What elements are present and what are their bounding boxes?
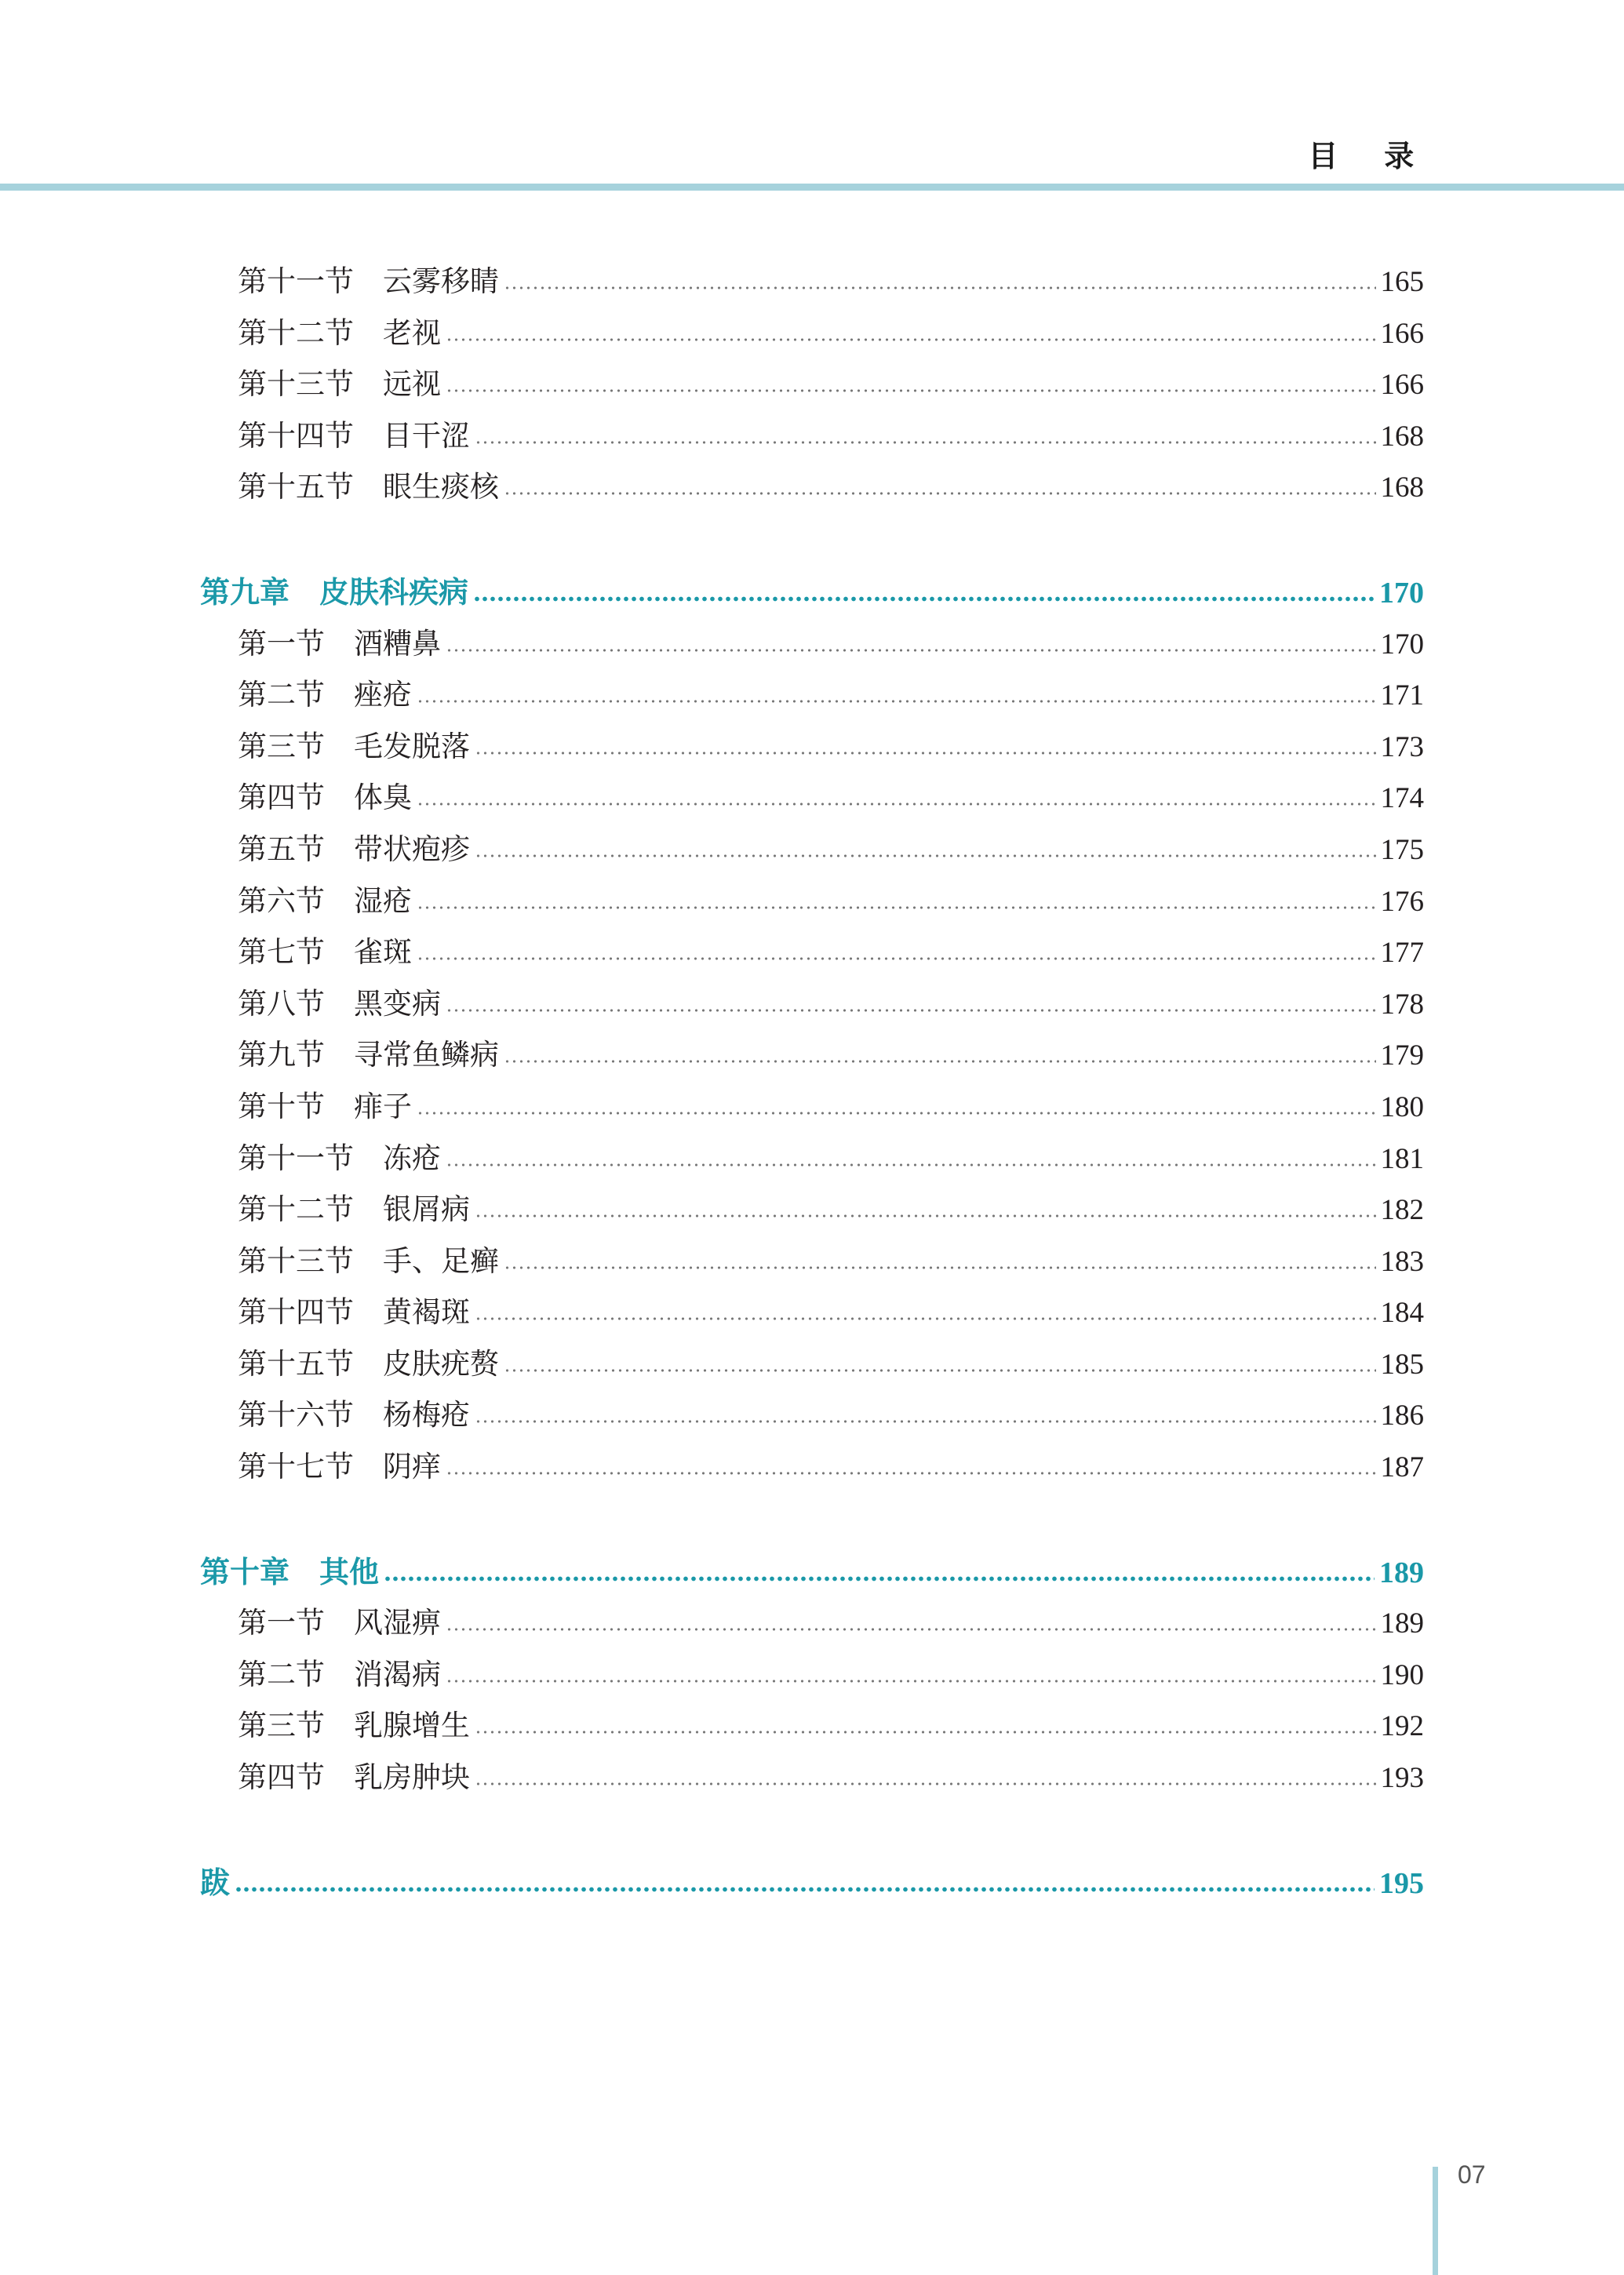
toc-entry-page-number: 171 (1380, 679, 1424, 712)
toc-section-entry[interactable] (200, 620, 1424, 672)
dot-leader (446, 1162, 1376, 1168)
toc-section-entry[interactable] (200, 463, 1424, 515)
dot-leader (504, 1265, 1376, 1271)
dot-leader (446, 1007, 1376, 1014)
toc-entry-label: 第三节 乳腺增生 (238, 1709, 470, 1743)
toc-entry-label: 第十六节 杨梅疮 (238, 1398, 470, 1432)
dot-leader (417, 1110, 1376, 1116)
table-of-contents (200, 257, 1424, 1909)
toc-entry-page-number: 195 (1379, 1866, 1424, 1900)
toc-section-entry[interactable] (200, 1340, 1424, 1392)
toc-entry-label: 第十三节 远视 (238, 367, 441, 402)
toc-section-entry[interactable] (200, 671, 1424, 723)
toc-section-entry[interactable] (200, 774, 1424, 825)
toc-section-entry[interactable] (200, 1443, 1424, 1494)
toc-entry-label: 第十四节 目干涩 (238, 418, 470, 453)
toc-section-entry[interactable] (200, 1237, 1424, 1289)
toc-section-entry[interactable] (200, 1031, 1424, 1083)
toc-entry-label: 第十一节 冻疮 (238, 1141, 441, 1175)
toc-entry-page-number: 189 (1380, 1607, 1424, 1640)
toc-entry-page-number: 185 (1380, 1348, 1424, 1381)
toc-entry-page-number: 173 (1380, 730, 1424, 763)
toc-entry-page-number: 168 (1380, 420, 1424, 453)
toc-entry-page-number: 176 (1380, 885, 1424, 918)
dot-leader (446, 647, 1376, 653)
toc-section-entry[interactable] (200, 309, 1424, 361)
toc-entry-label: 第十章 其他 (200, 1553, 380, 1589)
toc-entry-page-number: 181 (1380, 1142, 1424, 1175)
dot-leader (235, 1886, 1375, 1893)
toc-chapter-entry[interactable] (200, 568, 1424, 620)
toc-entry-page-number: 165 (1380, 266, 1424, 298)
toc-entry-page-number: 192 (1380, 1710, 1424, 1743)
toc-section-entry[interactable] (200, 1702, 1424, 1753)
toc-section-entry[interactable] (200, 825, 1424, 877)
toc-spacer (200, 515, 1424, 568)
toc-entry-label: 第十七节 阴痒 (238, 1450, 441, 1484)
toc-entry-label: 第三节 毛发脱落 (238, 729, 470, 763)
toc-entry-page-number: 174 (1380, 782, 1424, 815)
toc-section-entry[interactable] (200, 360, 1424, 412)
toc-entry-label: 第十二节 银屑病 (238, 1192, 470, 1227)
dot-leader (417, 905, 1376, 911)
page-header-title: 目 录 (1308, 139, 1432, 173)
toc-entry-label: 第一节 酒糟鼻 (238, 626, 441, 661)
toc-entry-page-number: 170 (1379, 576, 1424, 610)
toc-entry-page-number: 184 (1380, 1297, 1424, 1330)
toc-section-entry[interactable] (200, 257, 1424, 309)
toc-entry-label: 第二节 痤疮 (238, 678, 412, 712)
toc-entry-page-number: 183 (1380, 1245, 1424, 1278)
toc-entry-label: 第六节 湿疮 (238, 883, 412, 918)
dot-leader (446, 1626, 1376, 1633)
dot-leader (475, 1316, 1376, 1322)
toc-chapter-entry[interactable] (200, 1548, 1424, 1600)
dot-leader (504, 285, 1376, 291)
toc-section-entry[interactable] (200, 1083, 1424, 1134)
header-rule (0, 184, 1624, 191)
toc-entry-label: 跋 (200, 1864, 231, 1900)
toc-entry-label: 第七节 雀斑 (238, 935, 412, 970)
toc-entry-page-number: 170 (1380, 628, 1424, 661)
toc-entry-label: 第十五节 眼生痰核 (238, 470, 499, 504)
toc-entry-page-number: 180 (1380, 1090, 1424, 1123)
toc-entry-label: 第八节 黑变病 (238, 986, 441, 1021)
dot-leader (417, 698, 1376, 704)
toc-entry-page-number: 168 (1380, 471, 1424, 504)
toc-entry-page-number: 178 (1380, 988, 1424, 1021)
dot-leader (475, 750, 1376, 756)
dot-leader (473, 595, 1375, 602)
toc-section-entry[interactable] (200, 980, 1424, 1032)
toc-section-entry[interactable] (200, 1391, 1424, 1443)
toc-chapter-entry[interactable] (200, 1858, 1424, 1910)
dot-leader (384, 1575, 1375, 1582)
toc-entry-page-number: 189 (1379, 1556, 1424, 1589)
dot-leader (417, 801, 1376, 807)
dot-leader (417, 956, 1376, 962)
toc-entry-label: 第九章 皮肤科疾病 (200, 573, 469, 610)
dot-leader (475, 853, 1376, 859)
dot-leader (504, 1058, 1376, 1065)
toc-entry-page-number: 175 (1380, 833, 1424, 866)
toc-section-entry[interactable] (200, 877, 1424, 929)
toc-entry-label: 第十四节 黄褐斑 (238, 1295, 470, 1330)
toc-entry-label: 第二节 消渴病 (238, 1657, 441, 1691)
toc-section-entry[interactable] (200, 1134, 1424, 1186)
toc-section-entry[interactable] (200, 723, 1424, 774)
toc-section-entry[interactable] (200, 1185, 1424, 1237)
toc-entry-page-number: 190 (1380, 1658, 1424, 1691)
toc-entry-page-number: 193 (1380, 1762, 1424, 1795)
toc-section-entry[interactable] (200, 1651, 1424, 1702)
toc-entry-label: 第五节 带状疱疹 (238, 832, 470, 866)
footer-rule (1433, 2167, 1438, 2275)
toc-entry-page-number: 187 (1380, 1451, 1424, 1484)
toc-entry-label: 第十节 痱子 (238, 1089, 412, 1123)
toc-entry-label: 第一节 风湿痹 (238, 1606, 441, 1640)
toc-entry-label: 第四节 乳房肿块 (238, 1760, 470, 1795)
dot-leader (446, 1470, 1376, 1476)
dot-leader (446, 1678, 1376, 1684)
toc-entry-label: 第十二节 老视 (238, 315, 441, 350)
dot-leader (504, 1367, 1376, 1374)
toc-entry-page-number: 166 (1380, 369, 1424, 402)
dot-leader (475, 1781, 1376, 1787)
dot-leader (446, 337, 1376, 343)
toc-entry-page-number: 166 (1380, 317, 1424, 350)
toc-section-entry[interactable] (200, 928, 1424, 980)
dot-leader (475, 1418, 1376, 1425)
toc-entry-page-number: 182 (1380, 1194, 1424, 1227)
toc-section-entry[interactable] (200, 1288, 1424, 1340)
toc-section-entry[interactable] (200, 1599, 1424, 1651)
toc-entry-label: 第四节 体臭 (238, 781, 412, 815)
toc-entry-label: 第十三节 手、足癣 (238, 1243, 499, 1278)
dot-leader (475, 1729, 1376, 1735)
dot-leader (475, 1213, 1376, 1219)
toc-entry-label: 第十五节 皮肤疣赘 (238, 1346, 499, 1381)
dot-leader (446, 388, 1376, 394)
toc-spacer (200, 1805, 1424, 1858)
toc-entry-page-number: 186 (1380, 1400, 1424, 1432)
toc-entry-page-number: 177 (1380, 937, 1424, 970)
dot-leader (504, 490, 1376, 497)
toc-section-entry[interactable] (200, 1753, 1424, 1805)
toc-section-entry[interactable] (200, 412, 1424, 464)
dot-leader (475, 439, 1376, 446)
toc-entry-page-number: 179 (1380, 1039, 1424, 1072)
toc-entry-label: 第九节 寻常鱼鳞病 (238, 1038, 499, 1072)
toc-entry-label: 第十一节 云雾移睛 (238, 264, 499, 298)
page-number: 07 (1458, 2160, 1486, 2189)
toc-spacer (200, 1494, 1424, 1548)
